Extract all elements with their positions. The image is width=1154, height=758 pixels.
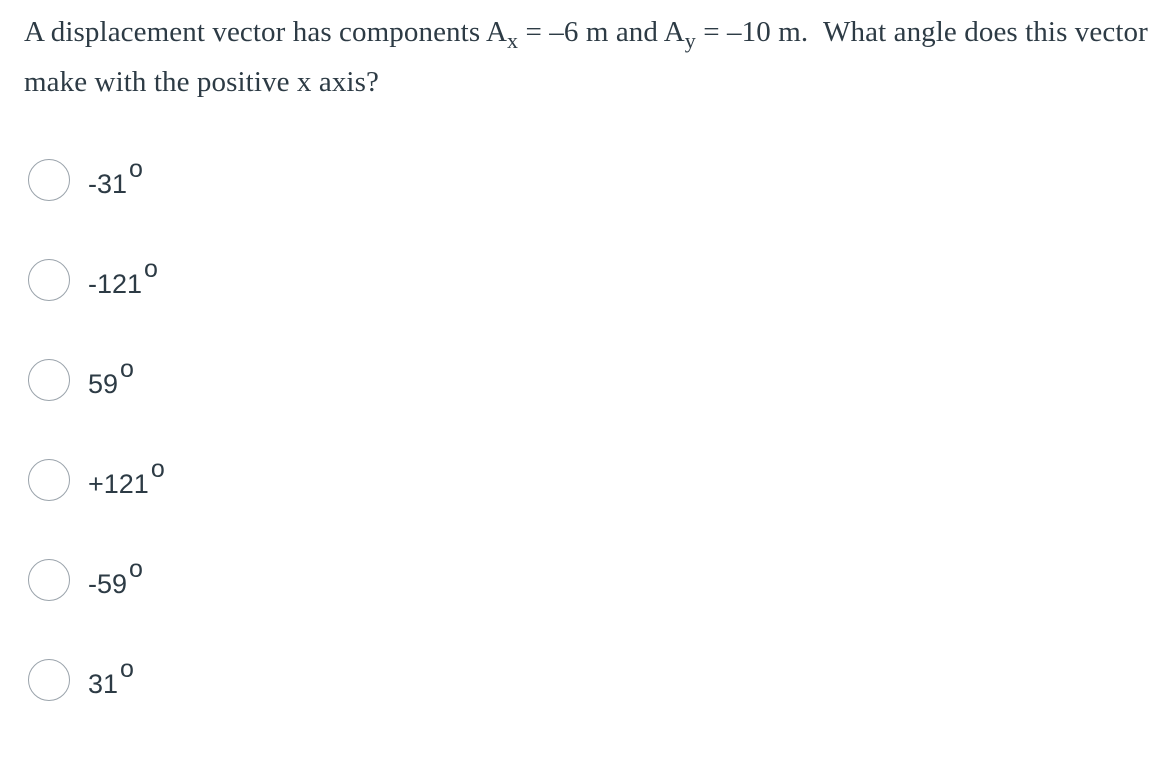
answer-label (88, 554, 143, 600)
question-part1: A displacement vector has components A (24, 16, 507, 48)
subscript-x: x (507, 28, 519, 53)
question-part4: What angle does this vector make with the positive x axis? (24, 16, 1148, 98)
subscript-y: y (684, 28, 696, 53)
answer-label (88, 254, 158, 300)
radio-button[interactable] (28, 659, 70, 701)
answer-option[interactable] (28, 456, 165, 504)
question-part2: = –6 m and A (518, 16, 685, 48)
radio-button[interactable] (28, 559, 70, 601)
answer-label (88, 654, 134, 700)
radio-button[interactable] (28, 259, 70, 301)
answer-value: -121 (88, 268, 143, 299)
answer-value: 31 (88, 668, 119, 699)
degree-symbol: o (129, 554, 143, 583)
answer-option[interactable] (28, 656, 134, 704)
answer-value: +121 (88, 468, 149, 499)
radio-button[interactable] (28, 159, 70, 201)
answer-label (88, 354, 134, 400)
question-part3: = –10 m. (695, 16, 809, 48)
degree-symbol: o (150, 454, 165, 483)
degree-symbol: o (144, 254, 158, 283)
answer-value: -31 (88, 168, 128, 199)
answer-option[interactable] (28, 156, 143, 204)
degree-symbol: o (120, 654, 134, 683)
degree-symbol: o (120, 354, 134, 383)
answer-option[interactable] (28, 356, 134, 404)
answer-option[interactable] (28, 256, 158, 304)
answer-option[interactable] (28, 556, 143, 604)
answer-label (88, 454, 165, 500)
answer-label (88, 154, 143, 200)
answer-value: 59 (88, 368, 119, 399)
radio-button[interactable] (28, 359, 70, 401)
degree-symbol: o (129, 154, 143, 183)
answer-value: -59 (88, 568, 128, 599)
radio-button[interactable] (28, 459, 70, 501)
